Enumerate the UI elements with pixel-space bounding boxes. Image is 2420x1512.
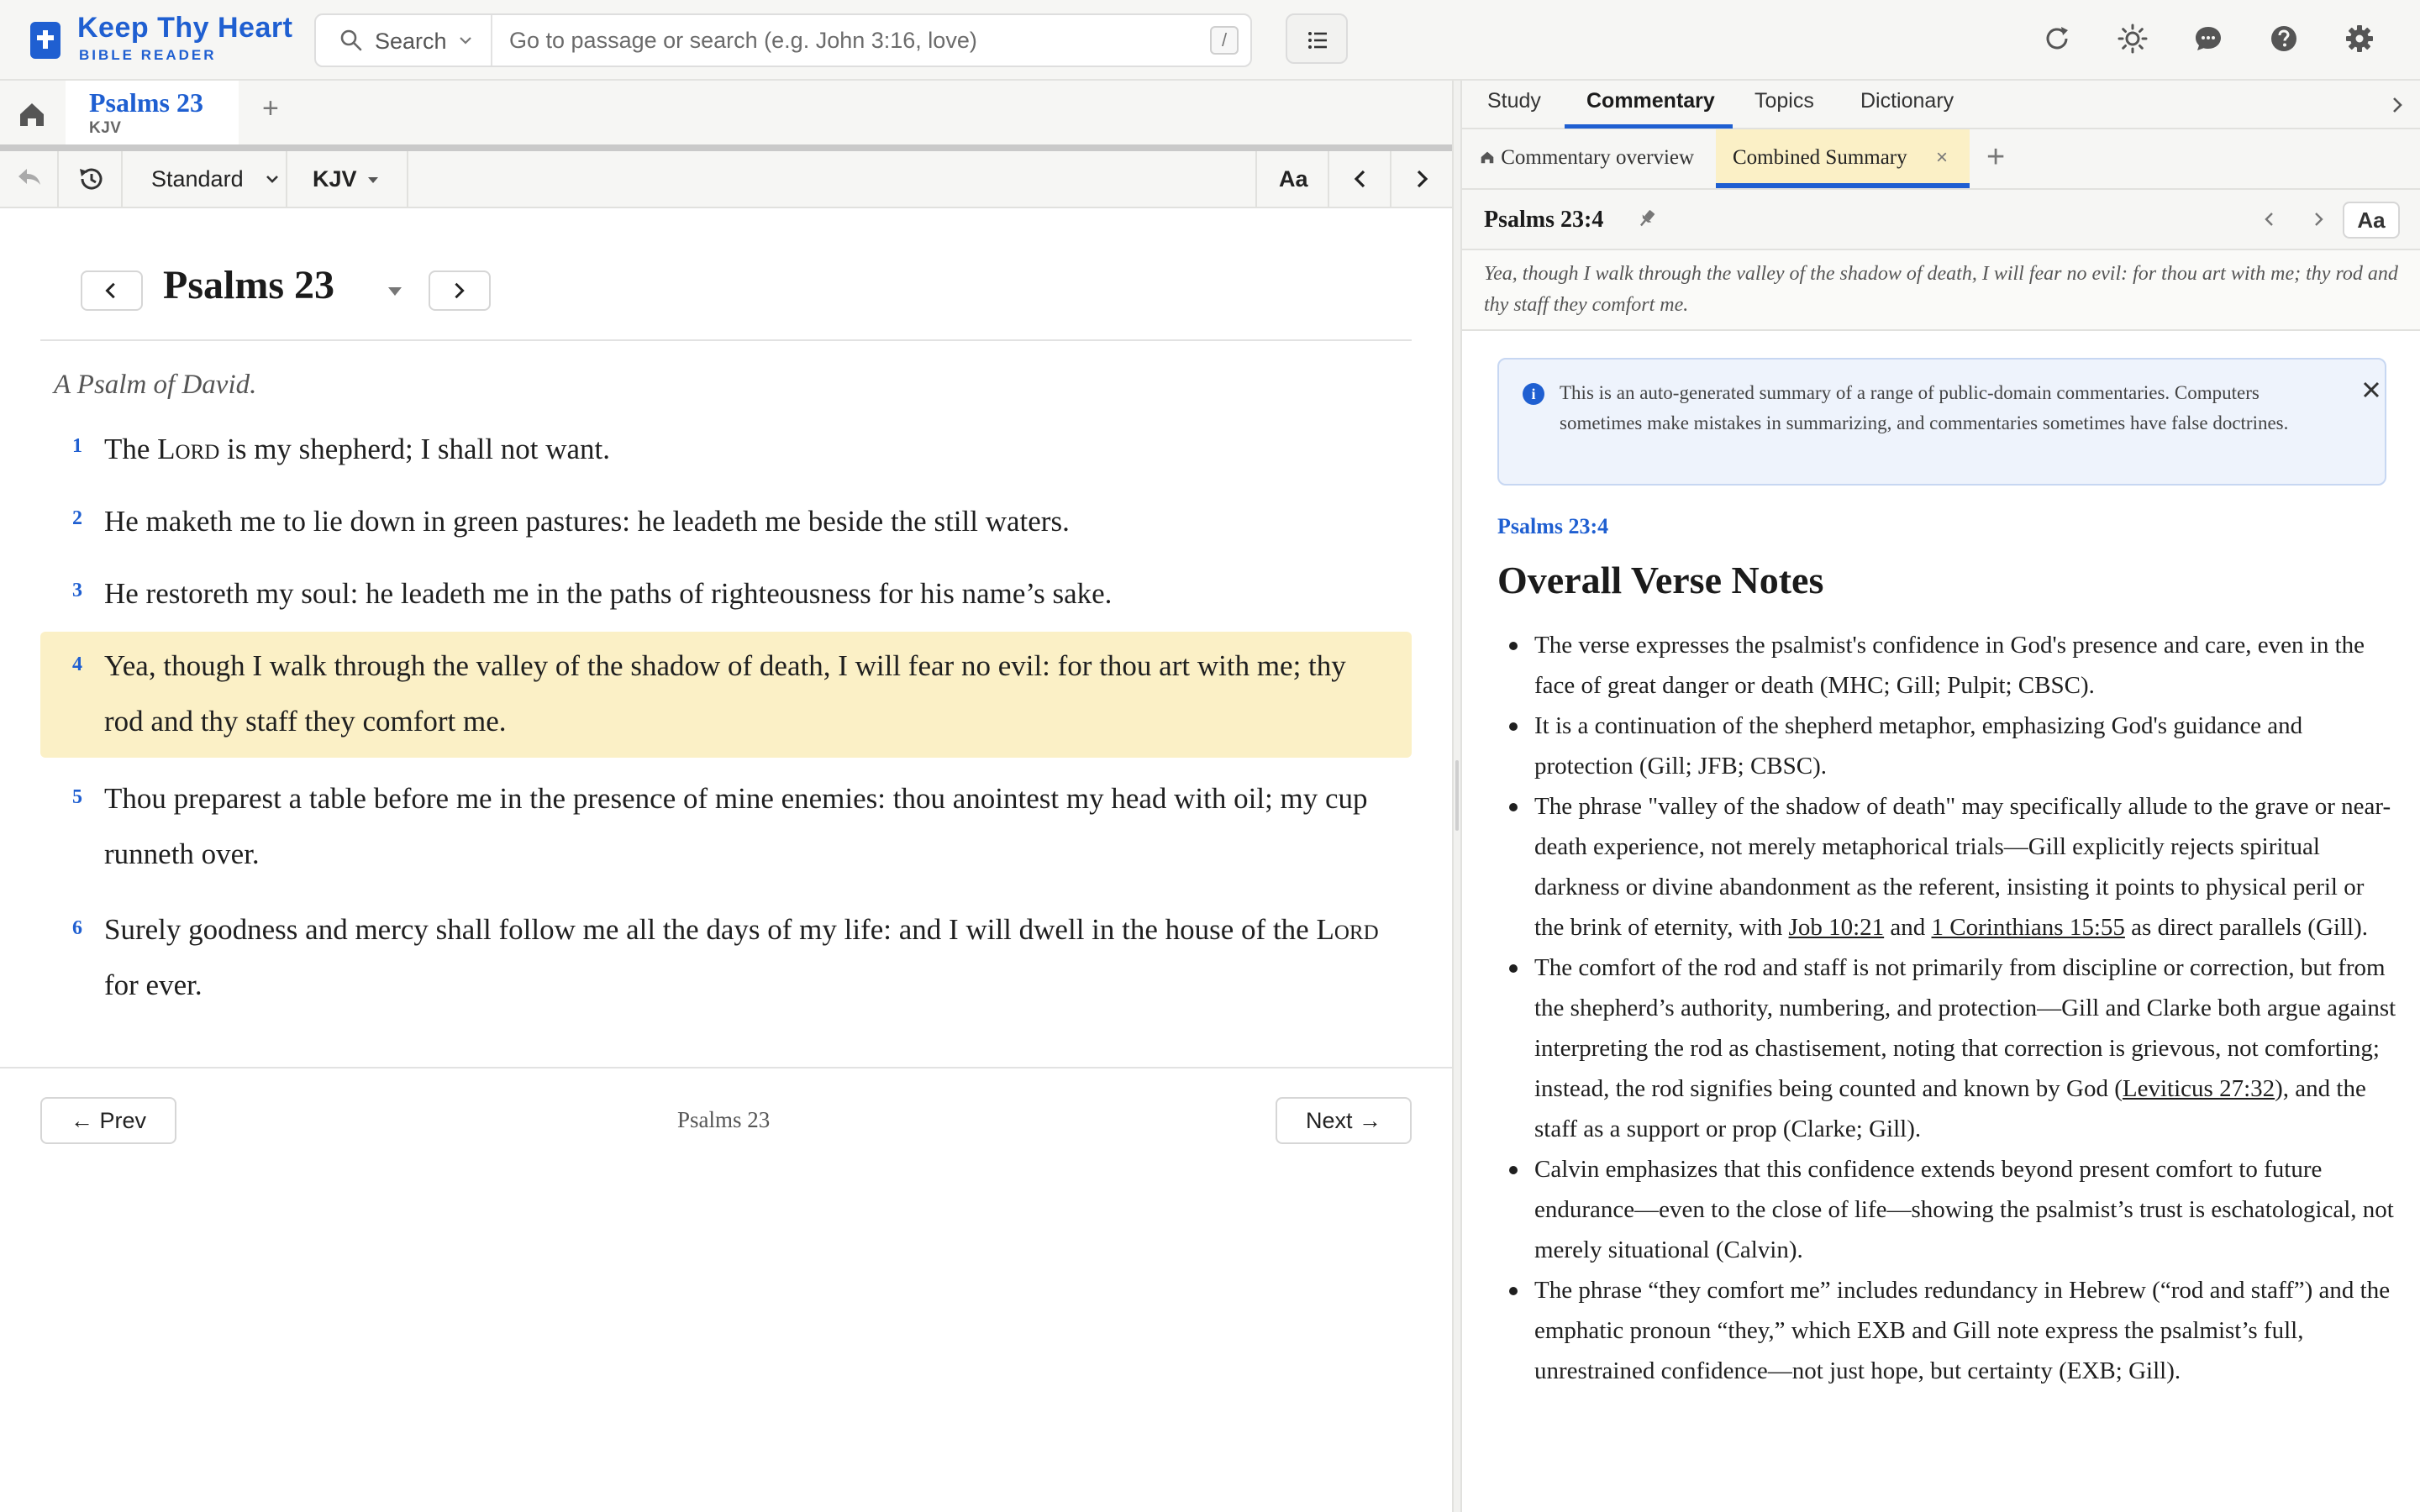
- verse-number: 3: [72, 580, 82, 601]
- search-shortcut-hint: /: [1210, 26, 1239, 55]
- chapter-title[interactable]: Psalms 23: [163, 263, 334, 307]
- cross-reference-link[interactable]: Leviticus 27:32: [2122, 1075, 2275, 1102]
- cross-reference-link[interactable]: 1 Corinthians 15:55: [1931, 914, 2125, 941]
- tab-title: Psalms 23: [89, 87, 203, 118]
- splitter-handle[interactable]: [1455, 760, 1459, 831]
- version-select[interactable]: [287, 151, 408, 207]
- search-box: [314, 13, 1252, 67]
- chapter-prev-button[interactable]: [81, 270, 143, 311]
- chat-icon[interactable]: [2190, 20, 2227, 57]
- active-tab-indicator: [1565, 124, 1733, 129]
- tab-study[interactable]: Study: [1487, 89, 1541, 113]
- refresh-icon[interactable]: [2039, 20, 2075, 57]
- previous-chapter-button[interactable]: [1329, 151, 1392, 207]
- auto-summary-notice: [1497, 358, 2386, 486]
- verse-number: 5: [72, 786, 82, 808]
- verse-2[interactable]: [40, 494, 1412, 551]
- verse-4-selected[interactable]: [40, 632, 1412, 758]
- verse-number: 4: [72, 654, 82, 675]
- verse-text: Surely goodness and mercy shall follow me all the days of my life: and I will dwell in the house of the Lord for ever.: [104, 913, 1379, 1001]
- verse-text: Yea, though I walk through the valley of the shadow of death, I will fear no evil: for thou art with me; thy rod and thy staff they comfort me.: [104, 649, 1346, 738]
- home-icon: [0, 81, 64, 150]
- reference-title: Psalms 23:4: [1484, 207, 1604, 233]
- top-bar: [0, 0, 2420, 81]
- notes-heading: Overall Verse Notes: [1497, 559, 1824, 601]
- tab-commentary-overview[interactable]: [1479, 146, 1694, 170]
- verse-text: The Lord is my shepherd; I shall not want.: [104, 433, 610, 465]
- note-item: The comfort of the rod and staff is not primarily from discipline or correction, but from the shepherd’s authority, numbering, and protection—Gill and Clarke both argue against interpreting the rod as chastisement, noting that correction is grievous, not comforting; instead, the rod signifies being counted and known by God (Leviticus 27:32), and the staff as a support or prop (Clarke; Gill).: [1497, 948, 2396, 1149]
- commentary-font-size-button[interactable]: Aa: [2343, 202, 2400, 239]
- notes-reference[interactable]: Psalms 23:4: [1497, 514, 1609, 538]
- verse-6[interactable]: [40, 902, 1412, 1020]
- cross-reference-link[interactable]: Job 10:21: [1788, 914, 1885, 941]
- verse-3[interactable]: [40, 566, 1412, 623]
- passage-pane: [0, 208, 1452, 1512]
- search-divider: [491, 15, 492, 66]
- back-button[interactable]: [0, 151, 59, 207]
- list-icon: [1287, 15, 1349, 66]
- tab-topics[interactable]: Topics: [1754, 89, 1814, 113]
- font-size-label: Aa: [1279, 166, 1308, 192]
- chapter-next-button[interactable]: [429, 270, 491, 311]
- verse-notes-list: [1497, 625, 2396, 1391]
- app-subtitle: BIBLE READER: [79, 47, 217, 63]
- prev-chapter-button[interactable]: ← Prev: [40, 1097, 176, 1144]
- note-item: It is a continuation of the shepherd metaphor, emphasizing God's guidance and protection (Gill; JFB; CBSC).: [1497, 706, 2396, 786]
- settings-icon[interactable]: [2341, 20, 2378, 57]
- chevron-right-icon[interactable]: [2385, 92, 2410, 118]
- notice-text: This is an auto-generated summary of a range of public-domain commentaries. Computers sometimes make mistakes in summarizing, and commentaries sometimes have false doctrines.: [1560, 382, 2289, 433]
- chevron-right-icon: [430, 272, 489, 309]
- next-chapter-footer-button[interactable]: Next →: [1276, 1097, 1412, 1144]
- chevron-down-icon[interactable]: [455, 30, 476, 50]
- psalm-superscription: A Psalm of David.: [54, 370, 257, 400]
- passage-tab-strip: [0, 81, 1452, 150]
- chevron-left-icon: [1329, 151, 1392, 207]
- verse-5[interactable]: [40, 771, 1412, 889]
- chevron-left-icon: [82, 272, 141, 309]
- bible-logo-icon: [30, 22, 60, 59]
- pin-icon[interactable]: [1635, 207, 1659, 230]
- tab-label: Combined Summary: [1733, 146, 1907, 169]
- reader-toolbar: [0, 151, 1452, 208]
- note-item: The verse expresses the psalmist's confidence in God's presence and care, even in the face of great danger or death (MHC; Gill; Pulpit; CBSC).: [1497, 625, 2396, 706]
- chevron-down-icon: [262, 169, 282, 189]
- app-title[interactable]: Keep Thy Heart: [77, 12, 293, 44]
- next-chapter-button[interactable]: [1392, 151, 1452, 207]
- pager-chapter-label: Psalms 23: [677, 1107, 771, 1132]
- tab-psalms-23[interactable]: [66, 81, 239, 150]
- chevron-right-icon[interactable]: [2306, 207, 2331, 232]
- add-tab-button[interactable]: +: [262, 92, 279, 124]
- version-label: KJV: [313, 166, 357, 192]
- close-icon[interactable]: [2358, 376, 2385, 403]
- selected-verse-quote: [1462, 250, 2420, 331]
- caret-down-icon: [365, 171, 381, 188]
- verse-number: 2: [72, 507, 82, 529]
- verse-text: He restoreth my soul: he leadeth me in the paths of righteousness for his name’s sake.: [104, 577, 1113, 610]
- home-icon: [1479, 149, 1496, 165]
- history-icon: [59, 151, 123, 207]
- tab-version: KJV: [89, 119, 122, 137]
- history-button[interactable]: [59, 151, 123, 207]
- tab-commentary[interactable]: Commentary: [1586, 89, 1715, 113]
- close-tab-icon[interactable]: ×: [1936, 146, 1949, 169]
- verse-text: He maketh me to lie down in green pastures: he leadeth me beside the still waters.: [104, 505, 1070, 538]
- undo-icon: [0, 151, 59, 207]
- note-item: Calvin emphasizes that this confidence extends beyond present comfort to future endurance—even to the close of life—showing the psalmist’s trust is eschatological, not merely situational (Calvin).: [1497, 1149, 2396, 1270]
- verse-number: 1: [72, 435, 82, 457]
- passage-search-input[interactable]: [509, 20, 1148, 60]
- reading-mode-select[interactable]: [123, 151, 287, 207]
- caret-down-icon[interactable]: [387, 286, 403, 297]
- tab-combined-summary[interactable]: [1716, 129, 1970, 188]
- add-commentary-tab-button[interactable]: +: [1986, 139, 2006, 175]
- title-divider: [40, 339, 1412, 341]
- chevron-right-icon: [1392, 151, 1452, 207]
- study-tabs: [1462, 81, 2420, 129]
- passage-footer-divider: [0, 1067, 1452, 1068]
- font-size-button[interactable]: [1255, 151, 1329, 207]
- commentary-content: [1462, 331, 2420, 1512]
- theme-icon[interactable]: [2114, 20, 2151, 57]
- commentary-tabs: [1462, 129, 2420, 190]
- info-icon: i: [1523, 383, 1544, 405]
- help-icon[interactable]: [2265, 20, 2302, 57]
- home-tab[interactable]: [0, 81, 64, 150]
- verse-number: 6: [72, 917, 82, 939]
- chevron-left-icon[interactable]: [2257, 207, 2282, 232]
- reading-mode-label: Standard: [151, 166, 244, 192]
- tab-dictionary[interactable]: Dictionary: [1860, 89, 1954, 113]
- note-item: The phrase "valley of the shadow of death" may specifically allude to the grave or near-death experience, not merely metaphorical trials—Gill explicitly rejects spiritual darkness or divine abandonment as the referent, insisting it points to physical peril or the brink of eternity, with Job 10:21 and 1 Corinthians 15:55 as direct parallels (Gill).: [1497, 786, 2396, 948]
- search-scope-label[interactable]: Search: [375, 29, 447, 54]
- tab-divider: [0, 144, 1452, 151]
- note-item: The phrase “they comfort me” includes redundancy in Hebrew (“rod and staff”) and the emphatic pronoun “they,” which EXB and Gill note express the psalmist’s full, unrestrained confidence—not just hope, but certainty (EXB; Gill).: [1497, 1270, 2396, 1391]
- table-of-contents-button[interactable]: [1286, 13, 1348, 64]
- verse-1[interactable]: [40, 422, 1412, 479]
- tab-label: Commentary overview: [1501, 146, 1695, 169]
- selected-verse-text: Yea, though I walk through the valley of the shadow of death, I will fear no evil: for thou art with me; thy rod and thy staff they comfort me.: [1484, 263, 2398, 316]
- verse-text: Thou preparest a table before me in the presence of mine enemies: thou anointest my head with oil; my cup runneth over.: [104, 782, 1368, 870]
- search-icon: [339, 29, 363, 52]
- reference-header: [1462, 190, 2420, 250]
